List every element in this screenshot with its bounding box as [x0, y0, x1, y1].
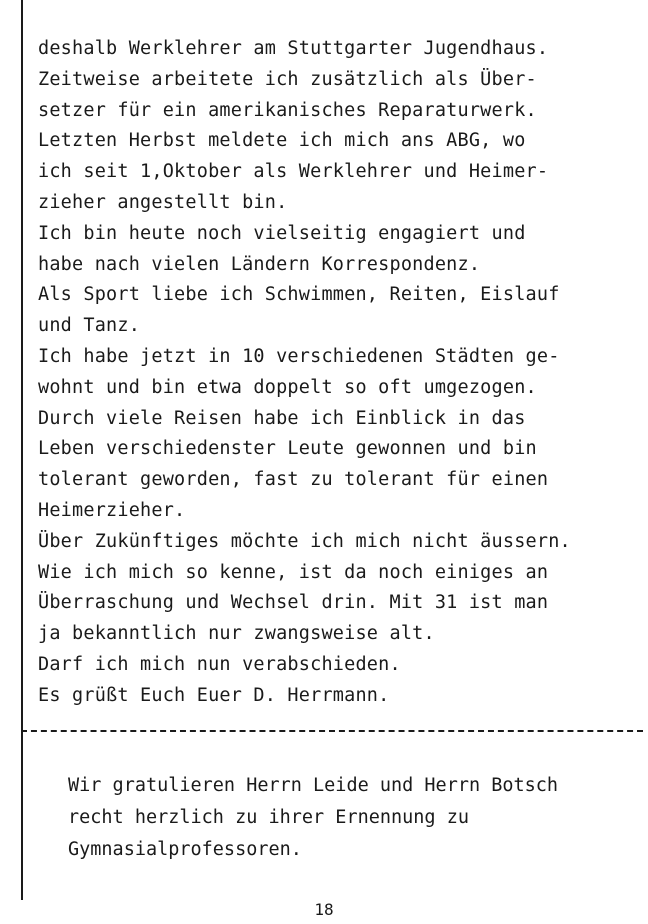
letter-line: Heimerzieher.: [38, 499, 186, 521]
notice-line: Wir gratulieren Herrn Leide und Herrn Botsch: [68, 775, 559, 796]
left-margin-rule: [21, 0, 23, 900]
letter-line: Letzten Herbst meldete ich mich ans ABG, wo: [38, 130, 526, 152]
congratulation-notice: [68, 770, 638, 866]
letter-line: Überraschung und Wechsel drin. Mit 31 ist man: [38, 592, 549, 614]
notice-line: Gymnasialprofessoren.: [68, 839, 302, 860]
letter-line: zieher angestellt bin.: [38, 191, 288, 213]
dashed-separator: [21, 730, 643, 732]
letter-line: habe nach vielen Ländern Korrespondenz.: [38, 253, 481, 275]
letter-line: Über Zukünftiges möchte ich mich nicht äussern.: [38, 530, 571, 552]
letter-line: ich seit 1,Oktober als Werklehrer und Heimer-: [38, 161, 549, 183]
letter-signature-line: Es grüßt Euch Euer D. Herrmann.: [38, 684, 390, 706]
letter-line: Als Sport liebe ich Schwimmen, Reiten, Eislauf: [38, 284, 560, 306]
letter-line: deshalb Werklehrer am Stuttgarter Jugendhaus.: [38, 38, 549, 59]
letter-line: und Tanz.: [38, 315, 141, 337]
letter-line: Ich bin heute noch vielseitig engagiert und: [38, 222, 526, 244]
letter-line: tolerant geworden, fast zu tolerant für einen: [38, 469, 549, 491]
letter-line: ja bekanntlich nur zwangsweise alt.: [38, 623, 435, 645]
letter-line: Darf ich mich nun verabschieden.: [38, 653, 401, 675]
letter-text-block: [38, 34, 638, 712]
letter-line: setzer für ein amerikanisches Reparaturwerk.: [38, 99, 537, 121]
letter-line: wohnt und bin etwa doppelt so oft umgezogen.: [38, 376, 537, 398]
letter-line: Wie ich mich so kenne, ist da noch einiges an: [38, 561, 549, 583]
page-number: 18: [314, 900, 334, 919]
letter-line: Zeitweise arbeitete ich zusätzlich als Über-: [38, 68, 537, 90]
letter-line: Leben verschiedenster Leute gewonnen und bin: [38, 438, 537, 460]
notice-line: recht herzlich zu ihrer Ernennung zu: [68, 807, 469, 828]
letter-line: Durch viele Reisen habe ich Einblick in das: [38, 407, 526, 429]
letter-line: Ich habe jetzt in 10 verschiedenen Städten ge-: [38, 345, 560, 367]
